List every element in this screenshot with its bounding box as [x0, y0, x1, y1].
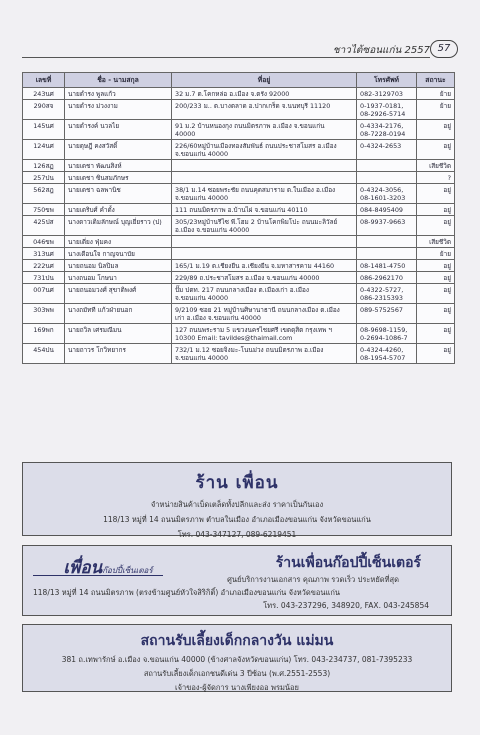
phone-line: 0-2694-1086-7: [360, 333, 408, 342]
address-line: 226/60หมู่บ้านเมืองทองสัมพันธ์ ถนนประชาสโมสร อ.เมือง: [175, 141, 337, 150]
cell-status: อยู่: [417, 184, 455, 204]
phone-line: 0-4322-5727,: [360, 285, 404, 294]
cell-member-no: 303พพ: [23, 304, 65, 324]
cell-phone: [357, 172, 417, 184]
cell-status: อยู่: [417, 344, 455, 364]
phone-line: 082-3129703: [360, 89, 403, 98]
cell-phone: [357, 160, 417, 172]
cell-phone: [357, 260, 417, 272]
cell-address: [172, 216, 357, 236]
table-row: [23, 172, 455, 184]
cell-name: นายเดี่ยง ฟุ่มคง: [65, 236, 172, 248]
address-line: 10300 Email: tavildes@thaimail.com: [175, 333, 293, 342]
address-line: 165/1 ม.19 ต.เชียงยืน อ.เชียงยืน จ.มหาสารคาม 44160: [175, 261, 335, 270]
cell-member-no: 222นศ: [23, 260, 65, 272]
table-row: [23, 88, 455, 100]
cell-name: นายดุษฎี คงสวัสดิ์: [65, 140, 172, 160]
cell-member-no: 750ขพ: [23, 204, 65, 216]
cell-status: อยู่: [417, 260, 455, 272]
cell-name: นางดาวเดิมลักษณ์ บุญเยี่ยราว (ป): [65, 216, 172, 236]
phone-line: 086-2315393: [360, 293, 403, 302]
cell-member-no: 454ปน: [23, 344, 65, 364]
table-row: [23, 140, 455, 160]
table-row: [23, 204, 455, 216]
cell-phone: [357, 304, 417, 324]
address-line: 200/233 ม.. ต.บางตลาด อ.ปากเกร็ด จ.นนทบุรี 11120: [175, 101, 331, 110]
ad1-line1: จำหน่ายสินค้าเบ็ดเตล็ดทั้งปลีกและส่ง ราคาเป็นกันเอง: [150, 500, 324, 509]
cell-address: [172, 184, 357, 204]
cell-address: [172, 160, 357, 172]
member-table: [22, 72, 455, 364]
cell-name: นางถนอม โกษนา: [65, 272, 172, 284]
table-row: [23, 216, 455, 236]
table-row: [23, 304, 455, 324]
cell-member-no: 046ขพ: [23, 236, 65, 248]
ad2-title: ร้านเพื่อนก๊อปปี้เซ็นเตอร์: [275, 555, 421, 571]
cell-phone: [357, 284, 417, 304]
address-line: จ.ขอนแก่น 40000: [175, 193, 229, 202]
cell-name: นายเดชา ซินสมภักษร: [65, 172, 172, 184]
ad3-title: สถานรับเลี้ยงเด็กกลางวัน แม่มน: [140, 633, 334, 649]
cell-status: เสียชีวิต: [417, 160, 455, 172]
cell-address: [172, 120, 357, 140]
cell-member-no: 731ปน: [23, 272, 65, 284]
cell-member-no: 313นศ: [23, 248, 65, 260]
address-line: 91 ม.2 บ้านหนองกุง ถนนมิตรภาพ อ.เมือง จ.ขอนแก่น: [175, 121, 325, 130]
table-row: [23, 184, 455, 204]
header-title: ชาวไต้ซอนแก่น 2557: [332, 45, 430, 56]
table-row: [23, 160, 455, 172]
cell-status: อยู่: [417, 324, 455, 344]
cell-phone: [357, 140, 417, 160]
ad1-line3: โทร. 043-347127, 089-6219451: [177, 530, 297, 539]
address-line: จ.ขอนแก่น 40000: [175, 353, 229, 362]
phone-line: 08-9698-1159,: [360, 325, 408, 334]
page-header: [0, 40, 480, 60]
cell-status: ย้าย: [417, 88, 455, 100]
cell-address: [172, 204, 357, 216]
cell-name: นายดำรงค์ นวลไย: [65, 120, 172, 140]
address-line: 127 ถนนพระราม 5 แขวงนครไชยศรี เขตดุสิต กรุงเทพ ฯ: [175, 325, 332, 334]
cell-member-no: 169พก: [23, 324, 65, 344]
address-line: 38/1 ม.14 ซอยพระชัย ถนนคุดสมาราม ต.ในเมือง อ.เมือง: [175, 185, 336, 194]
ad-daycare: [22, 624, 452, 692]
ad2-line3: โทร. 043-237296, 348920, FAX. 043-245854: [263, 601, 429, 610]
address-line: 32 ม.7 ต.โคกหล่อ อ.เมือง จ.ตรัง 92000: [175, 89, 290, 98]
phone-line: 084-8495409: [360, 205, 403, 214]
cell-status: ย้าย: [417, 100, 455, 120]
cell-phone: [357, 248, 417, 260]
table-row: [23, 248, 455, 260]
address-line: 9/2109 ซอย 21 หมู่บ้านศิษานาธานี ถนนกลางเมือง ต.เมือง: [175, 305, 340, 314]
phone-line: 08-1601-3203: [360, 193, 406, 202]
table-row: [23, 260, 455, 272]
phone-line: 0-1937-0181,: [360, 101, 404, 110]
phone-line: 08-7228-0194: [360, 129, 406, 138]
logo-underline: [33, 575, 163, 576]
table-header-row: [23, 73, 455, 88]
cell-address: [172, 344, 357, 364]
cell-member-no: 562สฎ: [23, 184, 65, 204]
col-header-name: ชื่อ - นามสกุล: [65, 73, 172, 88]
ad1-line2: 118/13 หมู่ที่ 14 ถนนมิตรภาพ ตำบลในเมือง อำเภอเมืองขอนแก่น จังหวัดขอนแก่น: [103, 515, 371, 524]
ad1-title: ร้าน เพื่อน: [195, 473, 279, 493]
cell-member-no: 243นศ: [23, 88, 65, 100]
table-row: [23, 284, 455, 304]
table-row: [23, 236, 455, 248]
phone-line: 0-4324-2653: [360, 141, 402, 150]
cell-address: [172, 236, 357, 248]
address-line: 305/23หมู่บ้านรีไซ พี.โฮม 2 บ้านโคกพิมโปะ ถนนมะลิวัลย์: [175, 217, 338, 226]
table-row: [23, 120, 455, 140]
table-row: [23, 344, 455, 364]
cell-member-no: 290สจ: [23, 100, 65, 120]
phone-line: 08-9937-9663: [360, 217, 406, 226]
logo-sub-text: ก๊อปปี้เซ็นเตอร์: [102, 566, 153, 575]
phone-line: 08-2926-5714: [360, 109, 406, 118]
cell-status: ย้าย: [417, 248, 455, 260]
address-line: เก่า อ.เมือง จ.ขอนแก่น 40000: [175, 313, 261, 322]
cell-phone: [357, 324, 417, 344]
cell-phone: [357, 88, 417, 100]
phone-line: 0-4324-3056,: [360, 185, 404, 194]
cell-address: [172, 140, 357, 160]
ad3-line3: เจ้าของ-ผู้จัดการ นางเพียงออ พรมน้อย: [175, 683, 299, 692]
cell-address: [172, 324, 357, 344]
col-header-phone: โทรศัพท์: [357, 73, 417, 88]
cell-status: อยู่: [417, 204, 455, 216]
page-number: 57: [430, 40, 458, 58]
address-line: 229/89 ถ.ประชาสโมสร อ.เมือง จ.ขอนแก่น 40000: [175, 273, 320, 282]
cell-phone: [357, 100, 417, 120]
cell-member-no: 425ปส: [23, 216, 65, 236]
cell-status: อยู่: [417, 284, 455, 304]
cell-name: นายเดชา ฉลพานิช: [65, 184, 172, 204]
logo-main-text: เพื่อน: [63, 558, 103, 578]
cell-address: [172, 284, 357, 304]
ad-puean-shop: [22, 462, 452, 539]
cell-status: อยู่: [417, 272, 455, 284]
ad3-line1: 381 ถ.เทพารักษ์ อ.เมือง จ.ขอนแก่น 40000 (ข้างศาลจังหวัดขอนแก่น) โทร. 043-234737, 081-7395233: [61, 655, 413, 664]
address-line: 40000: [175, 129, 196, 138]
copy-center-logo: [33, 554, 183, 576]
col-header-address: ที่อยู่: [172, 73, 357, 88]
cell-address: [172, 100, 357, 120]
ad2-line2: 118/13 หมู่ที่ 14 ถนนมิตรภาพ (ตรงข้ามศูนย์หัวใจสิริกิติ์) อำเภอเมืองขอนแก่น จังหวัดขอนแก่น: [33, 588, 341, 597]
header-rule: [22, 57, 430, 58]
cell-status: อยู่: [417, 304, 455, 324]
phone-line: 08-1481-4750: [360, 261, 406, 270]
cell-name: นายถวิล เศรมณีมน: [65, 324, 172, 344]
cell-phone: [357, 120, 417, 140]
cell-member-no: 145นศ: [23, 120, 65, 140]
phone-line: 086-2962170: [360, 273, 403, 282]
cell-address: [172, 304, 357, 324]
cell-phone: [357, 236, 417, 248]
col-header-status: สถานะ: [417, 73, 455, 88]
cell-status: เสียชีวิต: [417, 236, 455, 248]
phone-line: 0-4324-4260,: [360, 345, 404, 354]
cell-name: นางถมัทที แก้วฝ่ายนอก: [65, 304, 172, 324]
cell-status: ?: [417, 172, 455, 184]
cell-name: นายถนอม นิลปิมล: [65, 260, 172, 272]
address-line: จ.ขอนแก่น 40000: [175, 293, 229, 302]
cell-member-no: 126สฏ: [23, 160, 65, 172]
address-line: 111 ถนนมิตรภาพ อ.บ้านไผ่ จ.ขอนแก่น 40110: [175, 205, 308, 214]
cell-address: [172, 260, 357, 272]
cell-status: อยู่: [417, 120, 455, 140]
cell-status: อยู่: [417, 216, 455, 236]
cell-status: อยู่: [417, 140, 455, 160]
cell-phone: [357, 184, 417, 204]
ad3-line2: สถานรับเลี้ยงเด็กเอกชนดีเด่น 3 ปีซ้อน (พ.ศ.2551-2553): [143, 669, 331, 678]
cell-name: นายเดชา พัฒนสิงห์: [65, 160, 172, 172]
cell-name: นายเดริบศ์ คำดั้ง: [65, 204, 172, 216]
cell-address: [172, 172, 357, 184]
address-line: ปั๊ม ปตท. 217 ถนนกลางเมือง ต.เมืองเก่า อ.เมือง: [175, 285, 309, 294]
phone-line: 089-5752567: [360, 305, 403, 314]
table-row: [23, 100, 455, 120]
ad-copy-center: [22, 545, 452, 616]
cell-member-no: 007นศ: [23, 284, 65, 304]
table-body: [23, 88, 455, 364]
cell-phone: [357, 272, 417, 284]
table-row: [23, 324, 455, 344]
cell-address: [172, 88, 357, 100]
cell-phone: [357, 204, 417, 216]
cell-name: นายดำรง พูลแก้ว: [65, 88, 172, 100]
cell-name: นางเดือนใจ กาญจนาบัย: [65, 248, 172, 260]
cell-address: [172, 272, 357, 284]
ad2-line1: ศูนย์บริการงานเอกสาร คุณภาพ รวดเร็ว ประหยัดที่สุด: [227, 575, 399, 584]
cell-phone: [357, 216, 417, 236]
cell-name: นายถนอมวงศ์ สุขาติพงศ์: [65, 284, 172, 304]
cell-address: [172, 248, 357, 260]
cell-name: นายดำรง ม่วงงาม: [65, 100, 172, 120]
address-line: 732/1 ม.12 ซอยจิงมะ-โนนม่วง ถนนมิตรภาพ อ.เมือง: [175, 345, 324, 354]
cell-member-no: 257ปน: [23, 172, 65, 184]
phone-line: 0-4334-2176,: [360, 121, 404, 130]
cell-name: นายถาวร โกวิทยากร: [65, 344, 172, 364]
col-header-no: เลขที่: [23, 73, 65, 88]
address-line: อ.เมือง จ.ขอนแก่น 40000: [175, 225, 250, 234]
address-line: จ.ขอนแก่น 40000: [175, 149, 229, 158]
cell-member-no: 124นศ: [23, 140, 65, 160]
table-row: [23, 272, 455, 284]
cell-phone: [357, 344, 417, 364]
phone-line: 08-1954-5707: [360, 353, 406, 362]
